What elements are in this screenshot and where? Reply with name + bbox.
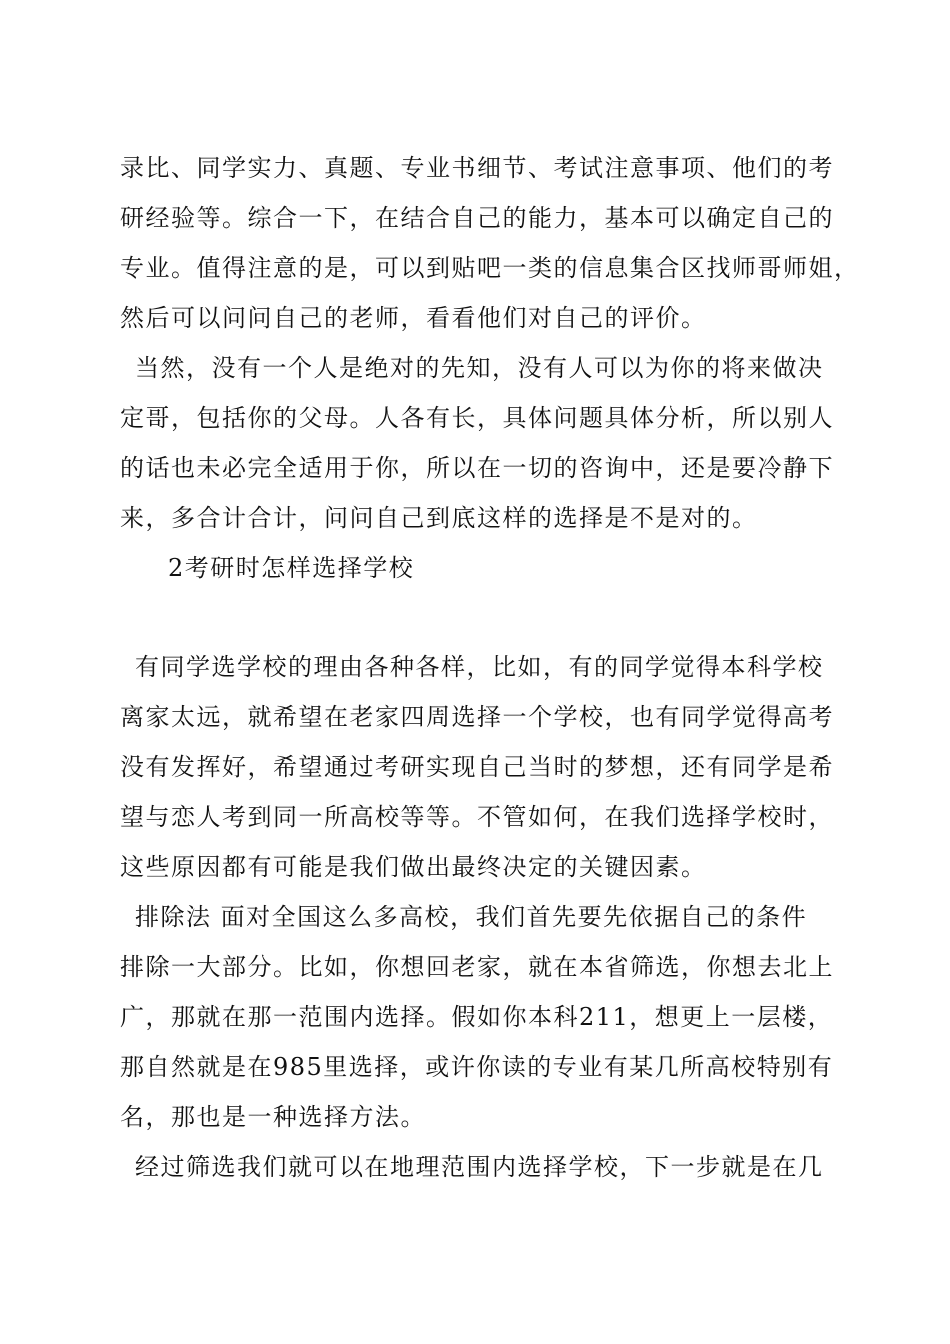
text-line: 广，那就在那一范围内选择。假如你本科211，想更上一层楼， [120,1003,834,1031]
text-line: 排除法 面对全国这么多高校，我们首先要先依据自己的条件 [135,903,808,931]
text-line: 来，多合计合计，问问自己到底这样的选择是不是对的。 [120,504,758,532]
text-line: 当然，没有一个人是绝对的先知，没有人可以为你的将来做决 [135,354,824,382]
text-line: 经过筛选我们就可以在地理范围内选择学校，下一步就是在几 [135,1153,824,1181]
text-line: 然后可以问问自己的老师，看看他们对自己的评价。 [120,304,707,332]
text-line: 专业。值得注意的是，可以到贴吧一类的信息集合区找师哥师姐， [120,254,860,282]
text-line: 的话也未必完全适用于你，所以在一切的咨询中，还是要冷静下 [120,454,834,482]
text-line: 排除一大部分。比如，你想回老家，就在本省筛选，你想去北上 [120,953,834,981]
text-line: 录比、同学实力、真题、专业书细节、考试注意事项、他们的考 [120,154,834,182]
text-line: 没有发挥好，希望通过考研实现自己当时的梦想，还有同学是希 [120,753,834,781]
text-line: 离家太远，就希望在老家四周选择一个学校，也有同学觉得高考 [120,703,834,731]
section-heading: 2考研时怎样选择学校 [168,554,415,582]
text-line: 这些原因都有可能是我们做出最终决定的关键因素。 [120,853,707,881]
text-line: 名，那也是一种选择方法。 [120,1103,426,1131]
text-line: 研经验等。综合一下，在结合自己的能力，基本可以确定自己的 [120,204,834,232]
text-line: 定哥，包括你的父母。人各有长，具体问题具体分析，所以别人 [120,404,834,432]
text-line: 望与恋人考到同一所高校等等。不管如何，在我们选择学校时， [120,803,834,831]
text-line: 那自然就是在985里选择，或许你读的专业有某几所高校特别有 [120,1053,834,1081]
text-line: 有同学选学校的理由各种各样，比如，有的同学觉得本科学校 [135,653,824,681]
